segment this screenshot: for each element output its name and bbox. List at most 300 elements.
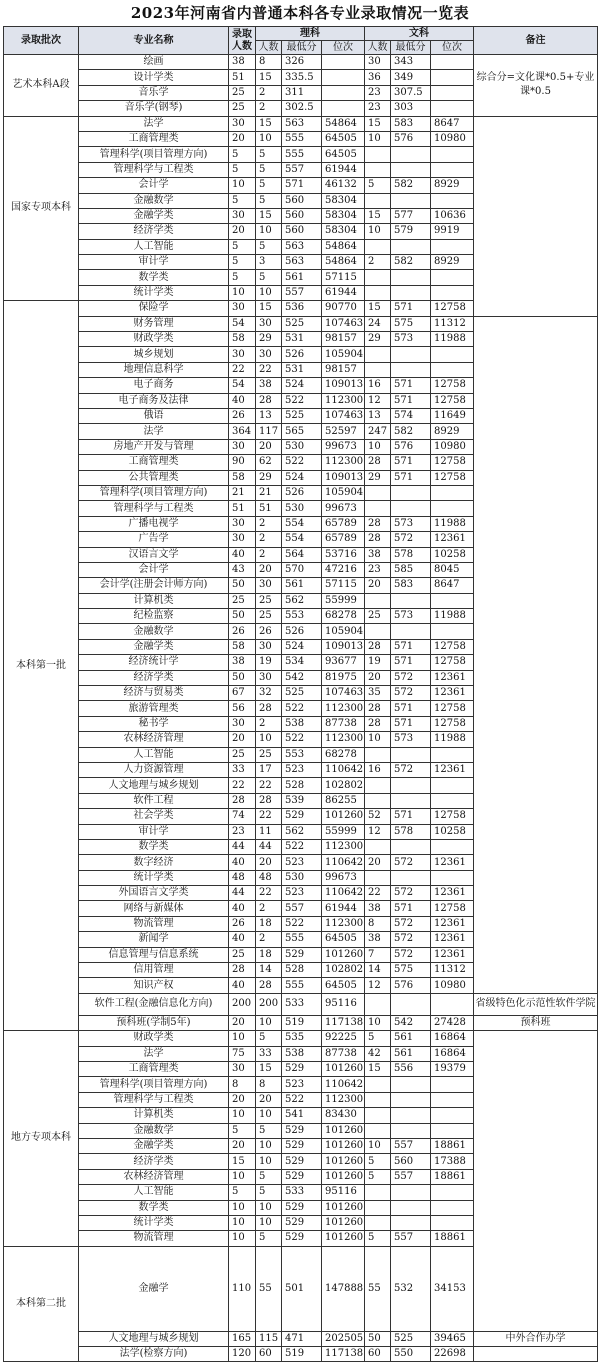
- liberal-count-cell: 10: [365, 131, 391, 146]
- major-cell: 数字经济: [79, 855, 229, 870]
- liberal-count-cell: 38: [365, 547, 391, 562]
- batch-cell: 国家专项本科: [4, 116, 79, 301]
- major-cell: 会计学: [79, 178, 229, 193]
- science-count-cell: 117: [256, 424, 282, 439]
- science-rank-cell: 112300: [322, 839, 365, 854]
- header-liberal-count: 人数: [365, 41, 391, 55]
- major-cell: 经济与贸易类: [79, 686, 229, 701]
- liberal-rank-cell: 12758: [431, 716, 474, 731]
- science-count-cell: 20: [256, 1092, 282, 1107]
- major-cell: 管理科学与工程类: [79, 501, 229, 516]
- liberal-rank-cell: 11988: [431, 609, 474, 624]
- liberal-count-cell: [365, 239, 391, 254]
- liberal-rank-cell: [431, 485, 474, 500]
- liberal-count-cell: 35: [365, 686, 391, 701]
- total-cell: 20: [229, 732, 256, 747]
- science-count-cell: 25: [256, 609, 282, 624]
- liberal-min-cell: [391, 624, 431, 639]
- science-min-cell: 563: [282, 239, 322, 254]
- liberal-rank-cell: [431, 793, 474, 808]
- table-row: [4, 347, 598, 362]
- major-cell: 数学类: [79, 270, 229, 285]
- total-cell: 40: [229, 855, 256, 870]
- science-count-cell: 28: [256, 393, 282, 408]
- major-cell: 新闻学: [79, 932, 229, 947]
- table-row: [4, 963, 598, 978]
- liberal-count-cell: 10: [365, 439, 391, 454]
- science-min-cell: 302.5: [282, 101, 322, 116]
- total-cell: 28: [229, 793, 256, 808]
- major-cell: 管理科学与工程类: [79, 162, 229, 177]
- table-row: [4, 947, 598, 962]
- liberal-rank-cell: [431, 624, 474, 639]
- science-rank-cell: 110642: [322, 1077, 365, 1092]
- science-rank-cell: 109013: [322, 378, 365, 393]
- science-rank-cell: 112300: [322, 393, 365, 408]
- science-count-cell: 30: [256, 316, 282, 331]
- table-row: [4, 116, 598, 131]
- science-rank-cell: 61944: [322, 162, 365, 177]
- total-cell: 38: [229, 655, 256, 670]
- liberal-min-cell: 571: [391, 716, 431, 731]
- liberal-count-cell: 42: [365, 1046, 391, 1061]
- table-row: [4, 362, 598, 377]
- science-rank-cell: 112300: [322, 455, 365, 470]
- science-min-cell: 563: [282, 116, 322, 131]
- liberal-min-cell: 572: [391, 947, 431, 962]
- science-min-cell: 571: [282, 178, 322, 193]
- science-count-cell: 15: [256, 116, 282, 131]
- total-cell: 165: [229, 1331, 256, 1346]
- total-cell: 50: [229, 609, 256, 624]
- science-rank-cell: 57115: [322, 578, 365, 593]
- science-count-cell: 20: [256, 439, 282, 454]
- liberal-min-cell: [391, 285, 431, 300]
- science-rank-cell: 102802: [322, 963, 365, 978]
- liberal-rank-cell: 18861: [431, 1138, 474, 1153]
- science-rank-cell: 107463: [322, 686, 365, 701]
- liberal-min-cell: 303: [391, 101, 431, 116]
- science-min-cell: 555: [282, 131, 322, 146]
- liberal-rank-cell: [431, 162, 474, 177]
- liberal-min-cell: 557: [391, 1231, 431, 1246]
- science-count-cell: 2: [256, 547, 282, 562]
- science-min-cell: 554: [282, 516, 322, 531]
- liberal-min-cell: 561: [391, 1031, 431, 1046]
- liberal-rank-cell: 12758: [431, 378, 474, 393]
- total-cell: 58: [229, 470, 256, 485]
- liberal-rank-cell: [431, 501, 474, 516]
- total-cell: 51: [229, 70, 256, 85]
- page-title: 2023年河南省内普通本科各专业录取情况一览表: [130, 4, 470, 22]
- total-cell: 40: [229, 932, 256, 947]
- major-cell: 人工智能: [79, 239, 229, 254]
- liberal-rank-cell: [431, 193, 474, 208]
- table-row: [4, 55, 598, 70]
- major-cell: 外国语言文学类: [79, 886, 229, 901]
- liberal-min-cell: 571: [391, 455, 431, 470]
- liberal-rank-cell: 8045: [431, 562, 474, 577]
- science-count-cell: 55: [256, 1246, 282, 1331]
- liberal-min-cell: [391, 1185, 431, 1200]
- total-cell: 25: [229, 947, 256, 962]
- science-min-cell: 530: [282, 870, 322, 885]
- liberal-rank-cell: 18861: [431, 1231, 474, 1246]
- science-rank-cell: 57115: [322, 270, 365, 285]
- science-min-cell: 522: [282, 393, 322, 408]
- science-min-cell: 529: [282, 1138, 322, 1153]
- total-cell: 5: [229, 193, 256, 208]
- science-rank-cell: 98157: [322, 332, 365, 347]
- liberal-count-cell: 5: [365, 1231, 391, 1246]
- major-cell: 电子商务及法律: [79, 393, 229, 408]
- science-min-cell: 530: [282, 439, 322, 454]
- science-count-cell: 30: [256, 670, 282, 685]
- liberal-count-cell: 16: [365, 378, 391, 393]
- liberal-count-cell: 19: [365, 655, 391, 670]
- table-row: [4, 916, 598, 931]
- liberal-count-cell: 38: [365, 932, 391, 947]
- liberal-count-cell: 28: [365, 701, 391, 716]
- science-min-cell: 563: [282, 255, 322, 270]
- liberal-count-cell: [365, 1185, 391, 1200]
- liberal-count-cell: [365, 193, 391, 208]
- science-min-cell: 522: [282, 701, 322, 716]
- table-row: [4, 901, 598, 916]
- table-row: [4, 1015, 598, 1030]
- liberal-count-cell: [365, 347, 391, 362]
- liberal-rank-cell: [431, 1200, 474, 1215]
- total-cell: 10: [229, 1108, 256, 1123]
- liberal-min-cell: 579: [391, 224, 431, 239]
- liberal-min-cell: 550: [391, 1347, 431, 1362]
- liberal-min-cell: [391, 747, 431, 762]
- major-cell: 秘书学: [79, 716, 229, 731]
- science-min-cell: 529: [282, 809, 322, 824]
- total-cell: 20: [229, 1092, 256, 1107]
- liberal-count-cell: [365, 362, 391, 377]
- liberal-rank-cell: 12758: [431, 701, 474, 716]
- liberal-count-cell: 20: [365, 855, 391, 870]
- science-min-cell: 529: [282, 1154, 322, 1169]
- science-count-cell: 25: [256, 747, 282, 762]
- liberal-count-cell: 52: [365, 809, 391, 824]
- liberal-rank-cell: 12758: [431, 655, 474, 670]
- table-row: [4, 670, 598, 685]
- science-min-cell: 501: [282, 1246, 322, 1331]
- liberal-rank-cell: 17388: [431, 1154, 474, 1169]
- batch-cell: 本科第一批: [4, 301, 79, 1031]
- total-cell: 44: [229, 886, 256, 901]
- total-cell: 110: [229, 1246, 256, 1331]
- major-cell: 工商管理类: [79, 455, 229, 470]
- table-row: [4, 532, 598, 547]
- science-rank-cell: 65789: [322, 532, 365, 547]
- science-min-cell: 519: [282, 1015, 322, 1030]
- liberal-rank-cell: [431, 55, 474, 70]
- major-cell: 数学类: [79, 1200, 229, 1215]
- liberal-rank-cell: [431, 85, 474, 100]
- science-min-cell: 561: [282, 578, 322, 593]
- science-min-cell: 538: [282, 716, 322, 731]
- science-min-cell: 562: [282, 824, 322, 839]
- liberal-rank-cell: 12361: [431, 916, 474, 931]
- science-count-cell: 60: [256, 1347, 282, 1362]
- total-cell: 364: [229, 424, 256, 439]
- liberal-rank-cell: 12758: [431, 470, 474, 485]
- liberal-min-cell: [391, 778, 431, 793]
- major-cell: 广播电视学: [79, 516, 229, 531]
- major-cell: 金融学类: [79, 639, 229, 654]
- major-cell: 金融数学: [79, 193, 229, 208]
- major-cell: 财政学类: [79, 332, 229, 347]
- liberal-rank-cell: 12361: [431, 947, 474, 962]
- liberal-min-cell: 525: [391, 1331, 431, 1346]
- table-row: [4, 501, 598, 516]
- total-cell: 22: [229, 778, 256, 793]
- table-row: [4, 393, 598, 408]
- liberal-rank-cell: 10258: [431, 547, 474, 562]
- liberal-rank-cell: 18861: [431, 1169, 474, 1184]
- liberal-rank-cell: 8647: [431, 578, 474, 593]
- liberal-min-cell: [391, 1108, 431, 1123]
- liberal-min-cell: 571: [391, 393, 431, 408]
- liberal-rank-cell: 11649: [431, 408, 474, 423]
- liberal-count-cell: 60: [365, 1347, 391, 1362]
- liberal-min-cell: 578: [391, 824, 431, 839]
- total-cell: 30: [229, 301, 256, 316]
- science-min-cell: 561: [282, 270, 322, 285]
- science-count-cell: 10: [256, 1154, 282, 1169]
- science-rank-cell: 101260: [322, 1200, 365, 1215]
- liberal-rank-cell: [431, 147, 474, 162]
- total-cell: 5: [229, 239, 256, 254]
- science-rank-cell: 64505: [322, 978, 365, 993]
- total-cell: 51: [229, 501, 256, 516]
- science-count-cell: 5: [256, 1231, 282, 1246]
- science-count-cell: 62: [256, 455, 282, 470]
- science-min-cell: 534: [282, 655, 322, 670]
- table-row: [4, 932, 598, 947]
- science-min-cell: 555: [282, 978, 322, 993]
- total-cell: 54: [229, 316, 256, 331]
- science-min-cell: 526: [282, 485, 322, 500]
- table-row: [4, 1031, 598, 1046]
- total-cell: 33: [229, 762, 256, 777]
- liberal-rank-cell: 34153: [431, 1246, 474, 1331]
- table-row: [4, 316, 598, 331]
- liberal-min-cell: 571: [391, 639, 431, 654]
- science-count-cell: 10: [256, 732, 282, 747]
- science-count-cell: 10: [256, 1215, 282, 1230]
- total-cell: 75: [229, 1046, 256, 1061]
- major-cell: 计算机类: [79, 593, 229, 608]
- liberal-count-cell: 12: [365, 393, 391, 408]
- science-rank-cell: 110642: [322, 762, 365, 777]
- liberal-count-cell: 20: [365, 670, 391, 685]
- header-batch: 录取批次: [4, 27, 79, 55]
- liberal-min-cell: 572: [391, 686, 431, 701]
- liberal-count-cell: 14: [365, 963, 391, 978]
- major-cell: 计算机类: [79, 1108, 229, 1123]
- science-rank-cell: 117138: [322, 1347, 365, 1362]
- science-min-cell: 522: [282, 916, 322, 931]
- science-min-cell: 560: [282, 208, 322, 223]
- liberal-count-cell: [365, 1200, 391, 1215]
- science-min-cell: 562: [282, 593, 322, 608]
- liberal-min-cell: 349: [391, 70, 431, 85]
- total-cell: 25: [229, 101, 256, 116]
- science-rank-cell: 112300: [322, 1092, 365, 1107]
- science-rank-cell: 61944: [322, 901, 365, 916]
- liberal-count-cell: [365, 1092, 391, 1107]
- liberal-count-cell: [365, 593, 391, 608]
- science-rank-cell: 101260: [322, 1154, 365, 1169]
- science-rank-cell: 112300: [322, 916, 365, 931]
- science-min-cell: 553: [282, 747, 322, 762]
- science-min-cell: 555: [282, 147, 322, 162]
- science-count-cell: 25: [256, 593, 282, 608]
- science-rank-cell: 68278: [322, 747, 365, 762]
- science-rank-cell: 46132: [322, 178, 365, 193]
- science-count-cell: 28: [256, 701, 282, 716]
- major-cell: 工商管理类: [79, 1062, 229, 1077]
- science-rank-cell: 95116: [322, 1185, 365, 1200]
- science-min-cell: 533: [282, 1185, 322, 1200]
- science-rank-cell: 109013: [322, 639, 365, 654]
- major-cell: 绘画: [79, 55, 229, 70]
- table-row: [4, 593, 598, 608]
- science-rank-cell: 54864: [322, 116, 365, 131]
- liberal-count-cell: 23: [365, 562, 391, 577]
- science-min-cell: 523: [282, 1077, 322, 1092]
- liberal-rank-cell: 10636: [431, 208, 474, 223]
- liberal-count-cell: 7: [365, 947, 391, 962]
- science-count-cell: 2: [256, 85, 282, 100]
- major-cell: 法学(检察方向): [79, 1347, 229, 1362]
- science-min-cell: 525: [282, 316, 322, 331]
- science-min-cell: 523: [282, 762, 322, 777]
- science-count-cell: 28: [256, 978, 282, 993]
- liberal-min-cell: 571: [391, 701, 431, 716]
- liberal-rank-cell: 12758: [431, 393, 474, 408]
- science-rank-cell: 110642: [322, 855, 365, 870]
- liberal-rank-cell: [431, 70, 474, 85]
- liberal-count-cell: 29: [365, 470, 391, 485]
- science-min-cell: 524: [282, 470, 322, 485]
- liberal-min-cell: 573: [391, 732, 431, 747]
- science-min-cell: 326: [282, 55, 322, 70]
- science-rank-cell: 112300: [322, 701, 365, 716]
- table-row: [4, 809, 598, 824]
- science-rank-cell: 101260: [322, 1231, 365, 1246]
- science-rank-cell: 102802: [322, 778, 365, 793]
- science-min-cell: 557: [282, 901, 322, 916]
- science-rank-cell: 55999: [322, 824, 365, 839]
- liberal-rank-cell: [431, 778, 474, 793]
- total-cell: 56: [229, 701, 256, 716]
- table-row: [4, 1347, 598, 1362]
- science-count-cell: 10: [256, 1015, 282, 1030]
- science-rank-cell: 105904: [322, 624, 365, 639]
- liberal-min-cell: 572: [391, 670, 431, 685]
- liberal-min-cell: [391, 793, 431, 808]
- batch-cell: 本科第二批: [4, 1246, 79, 1362]
- science-count-cell: 20: [256, 562, 282, 577]
- note-cell: [474, 1347, 598, 1362]
- liberal-count-cell: 5: [365, 1169, 391, 1184]
- science-rank-cell: 58304: [322, 193, 365, 208]
- table-row: [4, 716, 598, 731]
- science-min-cell: 531: [282, 332, 322, 347]
- major-cell: 工商管理类: [79, 131, 229, 146]
- major-cell: 法学: [79, 424, 229, 439]
- liberal-count-cell: [365, 624, 391, 639]
- liberal-rank-cell: 11312: [431, 963, 474, 978]
- liberal-min-cell: 572: [391, 932, 431, 947]
- major-cell: 地理信息科学: [79, 362, 229, 377]
- total-cell: 10: [229, 285, 256, 300]
- liberal-min-cell: 575: [391, 316, 431, 331]
- liberal-rank-cell: 12758: [431, 455, 474, 470]
- science-count-cell: 200: [256, 993, 282, 1015]
- science-rank-cell: 101260: [322, 809, 365, 824]
- major-cell: 经济学类: [79, 1154, 229, 1169]
- science-rank-cell: 105904: [322, 347, 365, 362]
- liberal-count-cell: 8: [365, 916, 391, 931]
- liberal-min-cell: 343: [391, 55, 431, 70]
- science-rank-cell: 86255: [322, 793, 365, 808]
- liberal-rank-cell: [431, 1077, 474, 1092]
- science-count-cell: 10: [256, 1138, 282, 1153]
- total-cell: 20: [229, 131, 256, 146]
- note-cell: [474, 1031, 598, 1331]
- science-rank-cell: [322, 55, 365, 70]
- science-count-cell: 29: [256, 470, 282, 485]
- liberal-min-cell: [391, 1200, 431, 1215]
- liberal-min-cell: 571: [391, 809, 431, 824]
- science-min-cell: 529: [282, 1062, 322, 1077]
- science-min-cell: 557: [282, 162, 322, 177]
- liberal-rank-cell: 16864: [431, 1046, 474, 1061]
- liberal-min-cell: 575: [391, 963, 431, 978]
- total-cell: 58: [229, 639, 256, 654]
- major-cell: 经济学类: [79, 670, 229, 685]
- total-cell: 50: [229, 578, 256, 593]
- table-row: [4, 562, 598, 577]
- total-cell: 25: [229, 747, 256, 762]
- major-cell: 设计学类: [79, 70, 229, 85]
- liberal-count-cell: 28: [365, 639, 391, 654]
- major-cell: 人文地理与城乡规划: [79, 1331, 229, 1346]
- liberal-rank-cell: [431, 285, 474, 300]
- major-cell: 法学: [79, 116, 229, 131]
- science-rank-cell: 109013: [322, 470, 365, 485]
- major-cell: 经济学类: [79, 224, 229, 239]
- science-min-cell: 535: [282, 1031, 322, 1046]
- liberal-count-cell: 28: [365, 516, 391, 531]
- major-cell: 房地产开发与管理: [79, 439, 229, 454]
- batch-cell: 地方专项本科: [4, 1031, 79, 1246]
- science-rank-cell: 107463: [322, 408, 365, 423]
- science-count-cell: 5: [256, 1031, 282, 1046]
- liberal-min-cell: 573: [391, 609, 431, 624]
- liberal-rank-cell: 8929: [431, 424, 474, 439]
- total-cell: 8: [229, 1077, 256, 1092]
- liberal-min-cell: [391, 162, 431, 177]
- liberal-count-cell: 28: [365, 716, 391, 731]
- liberal-count-cell: 5: [365, 178, 391, 193]
